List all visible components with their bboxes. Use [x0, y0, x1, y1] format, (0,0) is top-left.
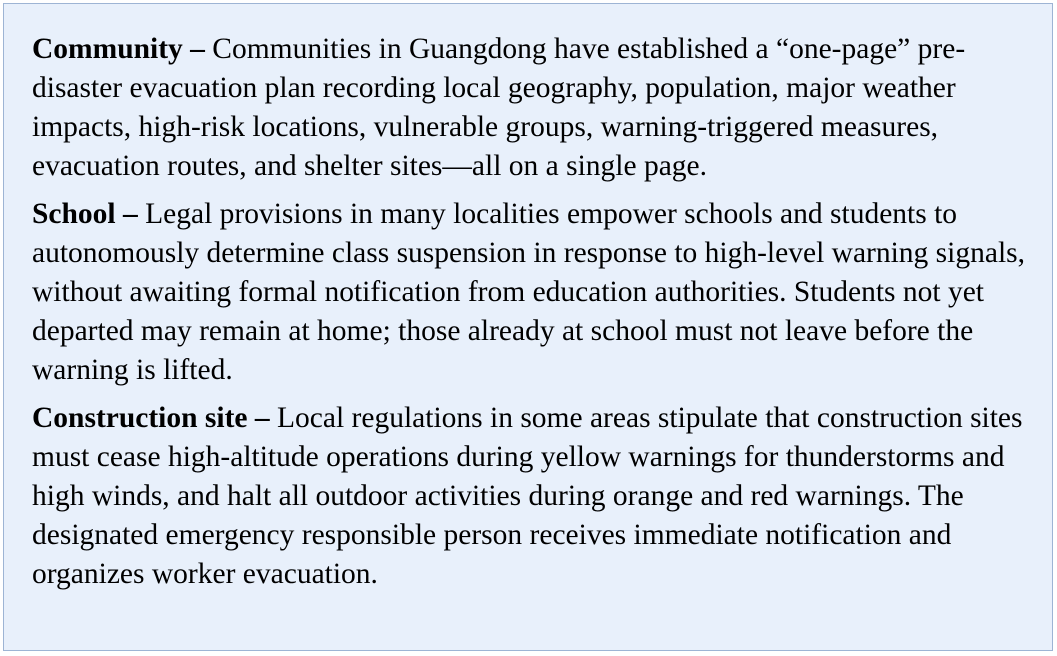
- community-body: Communities in Guangdong have established a “one-page” pre-disaster evacuation plan recording local geography, population, major weather impacts, high-risk locations, vulnerable groups, warning-triggered measures, evacuation routes, and shelter sites—all on a single page.: [32, 33, 966, 182]
- construction-site-paragraph: [32, 399, 1032, 594]
- school-separator: –: [115, 198, 146, 230]
- community-heading: [32, 33, 212, 65]
- info-box: [3, 3, 1053, 651]
- school-body: Legal provisions in many localities empower schools and students to autonomously determine class suspension in response to high-level warning signals, without awaiting formal notification from education authorities. Students not yet departed may remain at home; those already at school must not leave before the warning is lifted.: [32, 198, 1026, 386]
- community-heading-text: Community: [32, 33, 183, 65]
- community-separator: –: [182, 33, 213, 65]
- school-paragraph: [32, 195, 1032, 390]
- school-heading-text: School: [32, 198, 116, 230]
- construction-site-body: Local regulations in some areas stipulate that construction sites must cease high-altitude operations during yellow warnings for thunderstorms and high winds, and halt all outdoor activities during orange and red warnings. The designated emergency responsible person receives immediate notification and organizes worker evacuation.: [32, 402, 1023, 590]
- construction-site-separator: –: [247, 402, 278, 434]
- construction-site-heading: [32, 402, 277, 434]
- construction-site-heading-text: Construction site: [32, 402, 248, 434]
- school-heading: [32, 198, 145, 230]
- community-paragraph: [32, 30, 1032, 186]
